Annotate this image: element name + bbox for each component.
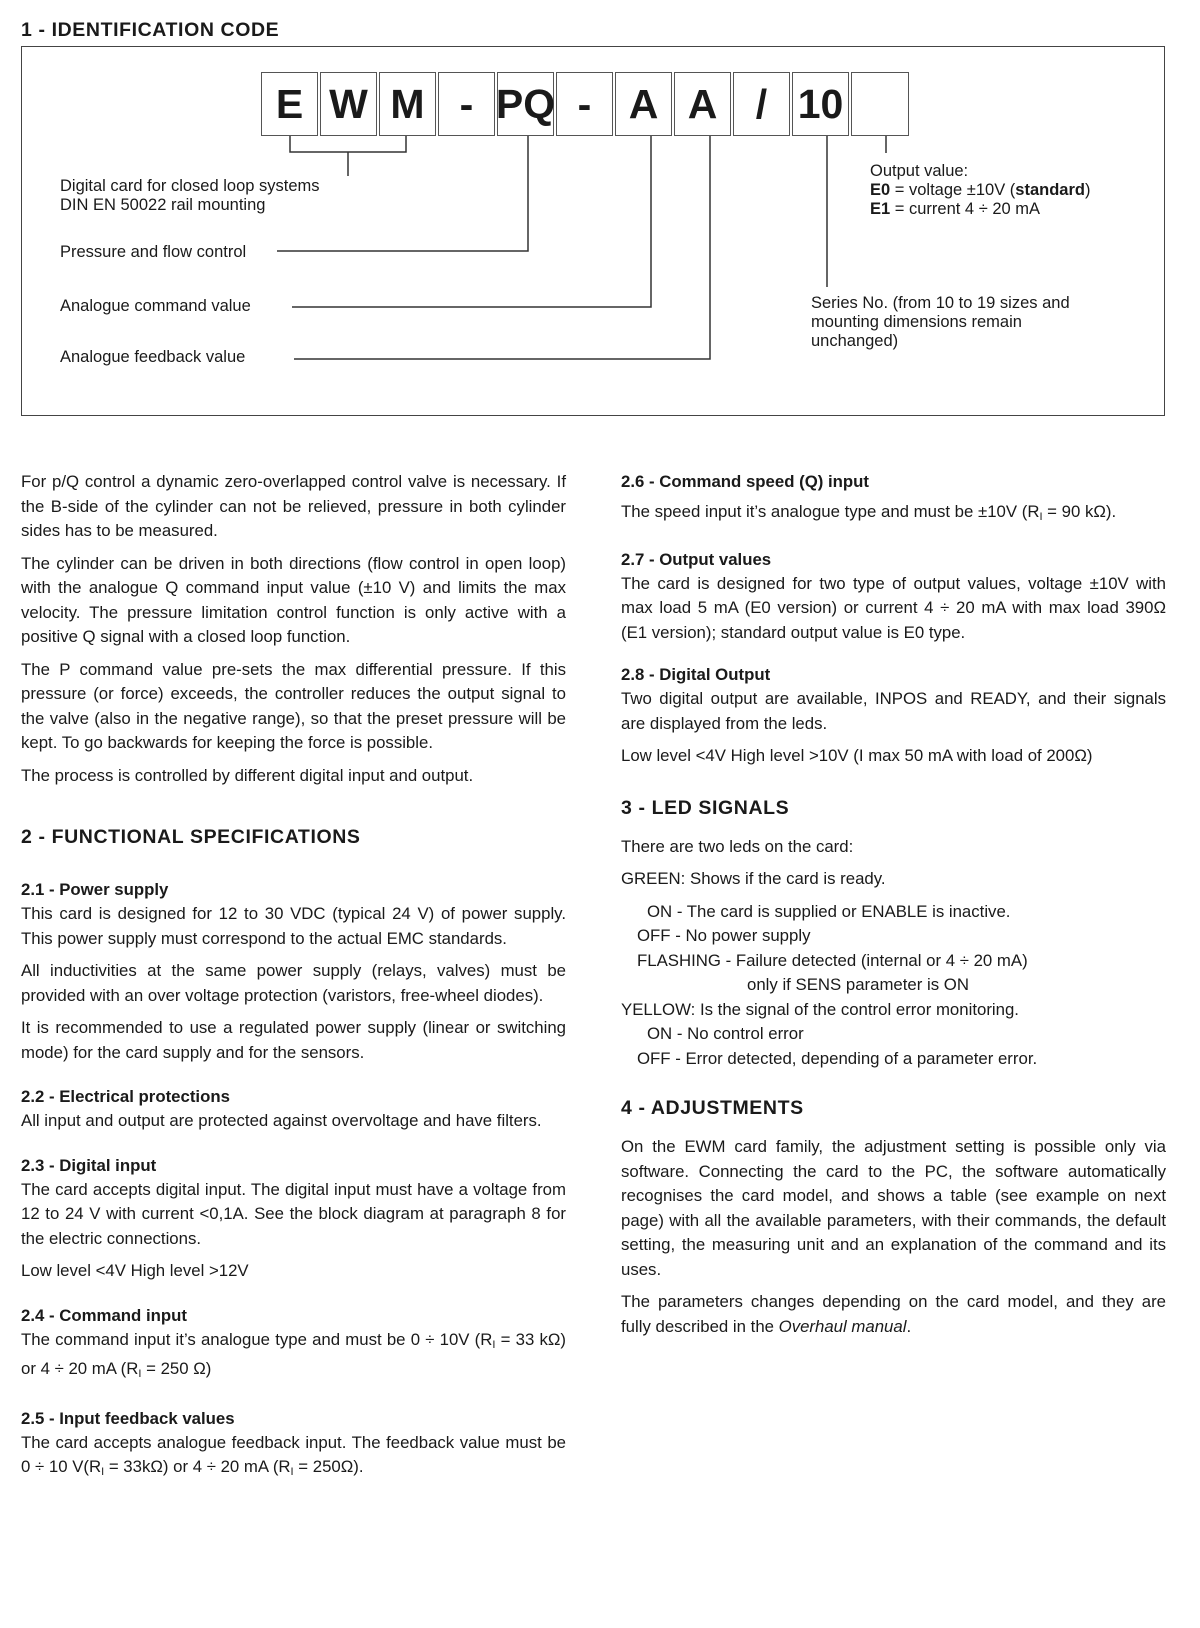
code-cell-3: M (379, 72, 436, 136)
s28-paragraph-1: Two digital output are available, INPOS and READY, and their signals are displayed from the leds. (621, 689, 1166, 733)
s4-overhaul-manual: Overhaul manual (778, 1316, 907, 1336)
s25-title: 2.5 - Input feedback values (21, 1408, 235, 1428)
label-analogue-feedback: Analogue feedback value (60, 348, 246, 366)
s26-text-a: The speed input it’s analogue type and must be ±10V (R (621, 502, 1040, 521)
s25-text-a: The card accepts analogue feedback input. The feedback value must be 0 ÷ 10 V(R (21, 1432, 566, 1476)
s25-sub-2: I (290, 1466, 294, 1478)
s24-title: 2.4 - Command input (21, 1305, 187, 1325)
s24-text-a: The command input it’s analogue type and must be 0 ÷ 10V (R (21, 1329, 493, 1349)
s26-paragraph-1 (621, 500, 1166, 530)
series-line3: unchanged) (811, 332, 899, 350)
leader-a-feedback (294, 136, 710, 359)
s25-text-b: = 33kΩ) or 4 ÷ 20 mA (R (104, 1457, 291, 1476)
intro-paragraph-2: The cylinder can be driven in both directions (flow control in open loop) with the analogue Q command input value (±10 V) and limits the max velocity. The pressure limitation control function is only active with a positive Q signal with a closed loop function. (21, 553, 566, 646)
s24-sub-1: I (492, 1338, 496, 1351)
s23-title: 2.3 - Digital input (21, 1155, 157, 1175)
s25-sub-1: I (101, 1466, 105, 1478)
s3-line-4: OFF - No power supply (637, 926, 811, 945)
code-cell-8: A (674, 72, 731, 136)
s3-line-8: ON - No control error (647, 1024, 804, 1043)
s3-line-9: OFF - Error detected, depending of a parameter error. (637, 1048, 1038, 1068)
leader-ewm-bracket (290, 136, 406, 152)
s25-text-c: = 250Ω). (293, 1457, 364, 1476)
s3-line-1: There are two leds on the card: (621, 836, 854, 856)
s24-text-c: = 250 Ω) (141, 1359, 212, 1378)
s4-paragraph-1: On the EWM card family, the adjustment setting is possible only via software. Connecting the card to the PC, the software automatically recognises the card model, and shows a table (see example on next page) with all the available parameters, with their commands, the default setting, the measuring unit and an explanation of the command and its uses. (621, 1137, 1166, 1279)
e0-code: E0 (870, 181, 891, 199)
s24-text-b: = 33 kΩ) or 4 ÷ 20 mA (R (21, 1329, 566, 1378)
s21-paragraph-1: This card is designed for 12 to 30 VDC (typical 24 V) of power supply. This power supply must correspond to the actual EMC standards. (21, 904, 566, 948)
s28-title: 2.8 - Digital Output (621, 665, 771, 684)
s21-paragraph-3: It is recommended to use a regulated power supply (linear or switching mode) for the card supply and for the sensors. (21, 1018, 566, 1062)
s27-title: 2.7 - Output values (621, 549, 772, 569)
s24-sub-2: I (138, 1368, 142, 1380)
output-e1-line (870, 200, 1090, 219)
s25-paragraph-1 (21, 1431, 566, 1485)
label-digital-card (60, 177, 320, 215)
s22-title: 2.2 - Electrical protections (21, 1087, 230, 1106)
code-cell-4: - (438, 72, 495, 136)
section-2-title: 2 - FUNCTIONAL SPECIFICATIONS (21, 826, 361, 848)
e0-standard: standard (1015, 181, 1085, 199)
label-analogue-command: Analogue command value (60, 297, 251, 315)
intro-paragraph-1: For p/Q control a dynamic zero-overlapped control valve is necessary. If the B-side of the cylinder can not be relieved, pressure in both cylinder sides has to be measured. (21, 472, 566, 540)
s22-paragraph-1: All input and output are protected against overvoltage and have filters. (21, 1111, 542, 1130)
s3-line-7: YELLOW: Is the signal of the control error monitoring. (621, 999, 1019, 1019)
e0-text-b: ) (1084, 181, 1091, 199)
s21-title: 2.1 - Power supply (21, 880, 169, 899)
s26-sub: I (1039, 511, 1043, 523)
output-e0-line (870, 181, 1090, 200)
section-4-title: 4 - ADJUSTMENTS (621, 1097, 804, 1119)
code-cell-1: E (261, 72, 318, 136)
label-series-no (811, 294, 1070, 351)
s21-paragraph-2: All inductivities at the same power supply (relays, valves) must be provided with an over voltage protection (varistors, free-wheel diodes). (21, 961, 566, 1005)
intro-paragraph-4: The process is controlled by different digital input and output. (21, 765, 474, 785)
s4-text-b: . (906, 1316, 912, 1336)
s23-paragraph-1: The card accepts digital input. The digital input must have a voltage from 12 to 24 V with current <0,1A. See the block diagram at paragraph 8 for the electric connections. (21, 1179, 566, 1248)
leader-a-command (292, 136, 651, 307)
section-1-title: 1 - IDENTIFICATION CODE (21, 19, 280, 41)
e0-text-a: = voltage ±10V ( (890, 181, 1016, 199)
s4-text-a: The parameters changes depending on the card model, and they are fully described in the (621, 1292, 1166, 1336)
label-digital-card-line2: DIN EN 50022 rail mounting (60, 196, 266, 214)
s26-title: 2.6 - Command speed (Q) input (621, 472, 870, 491)
code-cell-6: - (556, 72, 613, 136)
s26-text-b: = 90 kΩ). (1042, 502, 1117, 521)
label-pressure-flow: Pressure and flow control (60, 243, 247, 261)
code-cell-5: PQ (497, 72, 554, 136)
s24-paragraph-1 (21, 1328, 566, 1387)
s4-paragraph-2 (621, 1290, 1166, 1339)
s3-line-3: ON - The card is supplied or ENABLE is inactive. (647, 901, 1011, 921)
series-line1: Series No. (from 10 to 19 sizes and (811, 294, 1070, 312)
code-cell-2: W (320, 72, 377, 136)
s23-paragraph-2: Low level <4V High level >12V (21, 1261, 249, 1280)
s27-paragraph-1: The card is designed for two type of output values, voltage ±10V with max load 5 mA (E0 version) or current 4 ÷ 20 mA with max load 390Ω (E1 version); standard output value is E0 type. (621, 573, 1166, 642)
label-digital-card-line1: Digital card for closed loop systems (60, 177, 320, 195)
intro-paragraph-3: The P command value pre-sets the max differential pressure. If this pressure (or force) exceeds, the controller reduces the output signal to the valve (also in the negative range), so that the preset pressure will be kept. To go backwards for keeping the force is possible. (21, 659, 566, 752)
section-3-title: 3 - LED SIGNALS (621, 796, 790, 819)
code-cell-10: 10 (792, 72, 849, 136)
label-output-value (870, 162, 1090, 219)
code-cell-7: A (615, 72, 672, 136)
series-line2: mounting dimensions remain (811, 313, 1022, 331)
right-column (621, 470, 1166, 1347)
e1-text: = current 4 ÷ 20 mA (890, 200, 1041, 218)
s3-line-6: only if SENS parameter is ON (747, 975, 969, 994)
e1-code: E1 (870, 200, 891, 218)
left-column (21, 470, 566, 1493)
s3-line-5: FLASHING - Failure detected (internal or 4 ÷ 20 mA) (637, 950, 1028, 970)
s3-line-2: GREEN: Shows if the card is ready. (621, 869, 886, 888)
output-value-title: Output value: (870, 162, 969, 180)
code-cell-9: / (733, 72, 790, 136)
s28-paragraph-2: Low level <4V High level >10V (I max 50 mA with load of 200Ω) (621, 746, 1093, 765)
